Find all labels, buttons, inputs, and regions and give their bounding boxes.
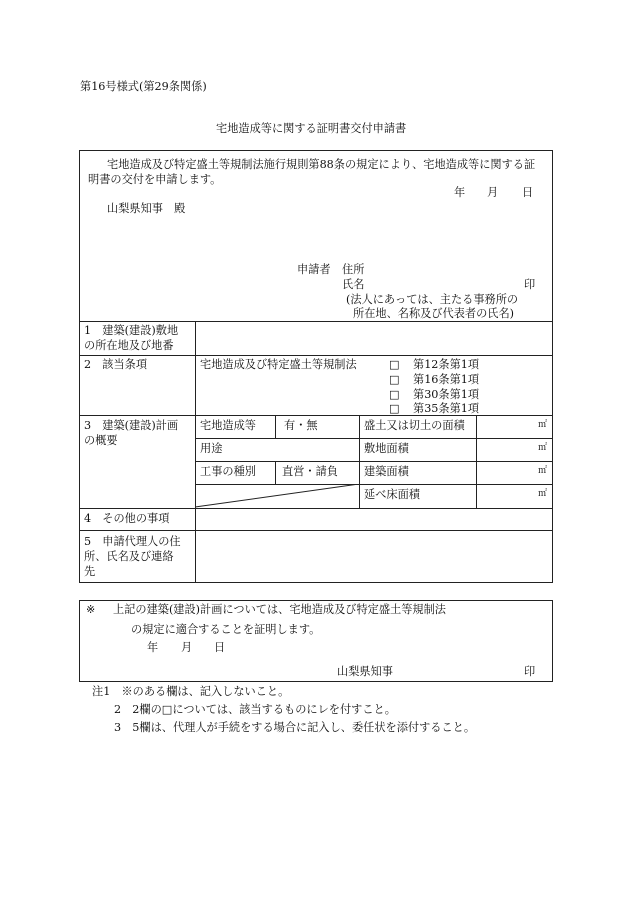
- inner-column-divider: [359, 415, 360, 508]
- unit-sqm: ㎡: [538, 489, 548, 499]
- inner-row-divider: [195, 461, 553, 462]
- note-1: 注1 ※のある欄は、記入しないこと。: [92, 685, 290, 698]
- row2-label: 2 該当条項: [84, 358, 148, 371]
- row5-label-line2: 所、氏名及び連絡: [84, 550, 174, 563]
- applicant-note-line1: (法人にあっては、主たる事務所の: [346, 293, 519, 306]
- inner-column-divider: [476, 415, 477, 508]
- checkbox-article16[interactable]: □: [389, 373, 400, 386]
- work-type-label: 工事の種別: [200, 465, 256, 478]
- form-number: 第16号様式(第29条関係): [80, 80, 207, 93]
- row1-label-line2: の所在地及び地番: [84, 339, 174, 352]
- work-type-choice[interactable]: 直営・請負: [282, 465, 338, 478]
- total-floor-area-label: 延べ床面積: [364, 488, 420, 501]
- site-area-label: 敷地面積: [364, 442, 409, 455]
- unit-sqm: ㎡: [538, 420, 548, 430]
- row-divider: [79, 415, 553, 416]
- certificate-date-month: 月: [181, 641, 193, 654]
- row4-label: 4 その他の事項: [84, 512, 170, 525]
- unit-sqm: ㎡: [538, 466, 548, 476]
- inner-column-divider: [275, 461, 276, 484]
- row5-label-line3: 先: [84, 565, 96, 578]
- row3-label-line1: 3 建築(建設)計画: [84, 419, 179, 432]
- checkbox-article30[interactable]: □: [389, 388, 400, 401]
- certificate-date-day: 日: [214, 641, 226, 654]
- fill-cut-area-label: 盛土又は切土の面積: [364, 419, 465, 432]
- inner-column-divider: [275, 415, 276, 438]
- row-divider: [79, 530, 553, 531]
- note-3: 3 5欄は、代理人が手続をする場合に記入し、委任状を添付すること。: [114, 721, 476, 734]
- certificate-text-line2: の規定に適合することを証明します。: [131, 623, 321, 636]
- applicant-name-label: 氏名: [342, 278, 365, 291]
- site-location-field[interactable]: [198, 323, 550, 353]
- checkbox-article35[interactable]: □: [389, 402, 400, 415]
- option-article35: 第35条第1項: [413, 402, 480, 415]
- addressee: 山梨県知事 殿: [107, 202, 186, 215]
- intro-text-line1: 宅地造成及び特定盛土等規制法施行規則第88条の規定により、宅地造成等に関する証: [107, 158, 536, 171]
- inner-row-divider: [195, 438, 553, 439]
- row1-label-line1: 1 建築(建設)敷地: [84, 324, 179, 337]
- certificate-governor: 山梨県知事: [337, 665, 393, 678]
- use-label: 用途: [200, 442, 223, 455]
- row-divider: [79, 355, 553, 356]
- row3-label-line2: の概要: [84, 434, 118, 447]
- row5-label-line1: 5 申請代理人の住: [84, 535, 181, 548]
- applicant-note-line2: 所在地、名称及び代表者の氏名): [353, 307, 514, 320]
- option-article16: 第16条第1項: [413, 373, 480, 386]
- option-article30: 第30条第1項: [413, 388, 480, 401]
- column-divider: [195, 321, 196, 583]
- applicant-label: 申請者: [297, 263, 331, 276]
- applicant-seal: 印: [524, 278, 536, 291]
- certificate-seal: 印: [524, 665, 536, 678]
- development-label: 宅地造成等: [200, 419, 256, 432]
- row2-law-name: 宅地造成及び特定盛土等規制法: [200, 358, 357, 371]
- intro-text-line2: 明書の交付を申請します。: [88, 173, 222, 186]
- building-area-label: 建築面積: [364, 465, 409, 478]
- certificate-mark: ※: [86, 603, 96, 616]
- date-day-label: 日: [522, 186, 534, 199]
- development-choice[interactable]: 有・無: [284, 419, 318, 432]
- date-year-label: 年: [454, 186, 466, 199]
- row-divider: [79, 321, 553, 322]
- diagonal-line: [195, 484, 359, 508]
- page-title: 宅地造成等に関する証明書交付申請書: [216, 122, 407, 135]
- certificate-text-line1: 上記の建築(建設)計画については、宅地造成及び特定盛土等規制法: [113, 603, 446, 616]
- checkbox-article12[interactable]: □: [389, 358, 400, 371]
- applicant-address-label: 住所: [342, 263, 365, 276]
- unit-sqm: ㎡: [538, 443, 548, 453]
- note-2: 2 2欄の□については、該当するものにレを付すこと。: [114, 703, 396, 716]
- date-month-label: 月: [487, 186, 499, 199]
- row-divider: [79, 508, 553, 509]
- certificate-date-year: 年: [147, 641, 159, 654]
- option-article12: 第12条第1項: [413, 358, 480, 371]
